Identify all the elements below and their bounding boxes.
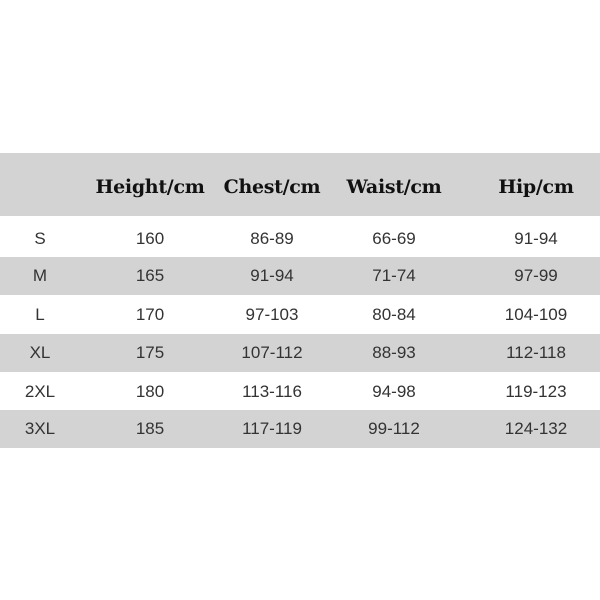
height-cell: 160 (135, 229, 165, 248)
table-header-row (0, 153, 600, 216)
hip-cell: 124-132 (504, 419, 568, 438)
waist-cell: 71-74 (372, 266, 416, 285)
height-cell: 170 (135, 305, 165, 324)
waist-cell: 99-112 (368, 419, 420, 438)
table-row (0, 334, 600, 372)
table-row (0, 257, 600, 295)
size-cell: XL (29, 343, 51, 362)
waist-cell: 94-98 (372, 382, 416, 401)
size-cell: 3XL (24, 419, 56, 438)
waist-cell: 80-84 (372, 305, 416, 324)
header-height: Height/cm (95, 175, 205, 198)
header-chest: Chest/cm (223, 175, 321, 198)
height-cell: 175 (135, 343, 165, 362)
height-cell: 165 (135, 266, 165, 285)
table-row (0, 373, 600, 411)
size-cell: L (35, 305, 45, 324)
hip-cell: 119-123 (505, 382, 567, 401)
header-hip: Hip/cm (498, 175, 574, 198)
chest-cell: 113-116 (242, 382, 302, 401)
hip-cell: 112-118 (506, 343, 566, 362)
header-waist: Waist/cm (346, 175, 442, 198)
height-cell: 185 (135, 419, 165, 438)
size-chart-table (0, 153, 600, 447)
chest-cell: 91-94 (250, 266, 294, 285)
chest-cell: 117-119 (242, 419, 302, 438)
header-size (0, 153, 80, 216)
table-row (0, 296, 600, 334)
chest-cell: 86-89 (250, 229, 294, 248)
table-row (0, 410, 600, 448)
height-cell: 180 (135, 382, 165, 401)
size-cell: M (32, 266, 48, 285)
chest-cell: 97-103 (245, 305, 299, 324)
size-cell: 2XL (24, 382, 56, 401)
waist-cell: 88-93 (372, 343, 416, 362)
waist-cell: 66-69 (372, 229, 416, 248)
size-cell: S (34, 229, 46, 248)
hip-cell: 91-94 (514, 229, 558, 248)
chest-cell: 107-112 (241, 343, 303, 362)
table-row (0, 220, 600, 258)
hip-cell: 97-99 (514, 266, 558, 285)
hip-cell: 104-109 (504, 305, 568, 324)
